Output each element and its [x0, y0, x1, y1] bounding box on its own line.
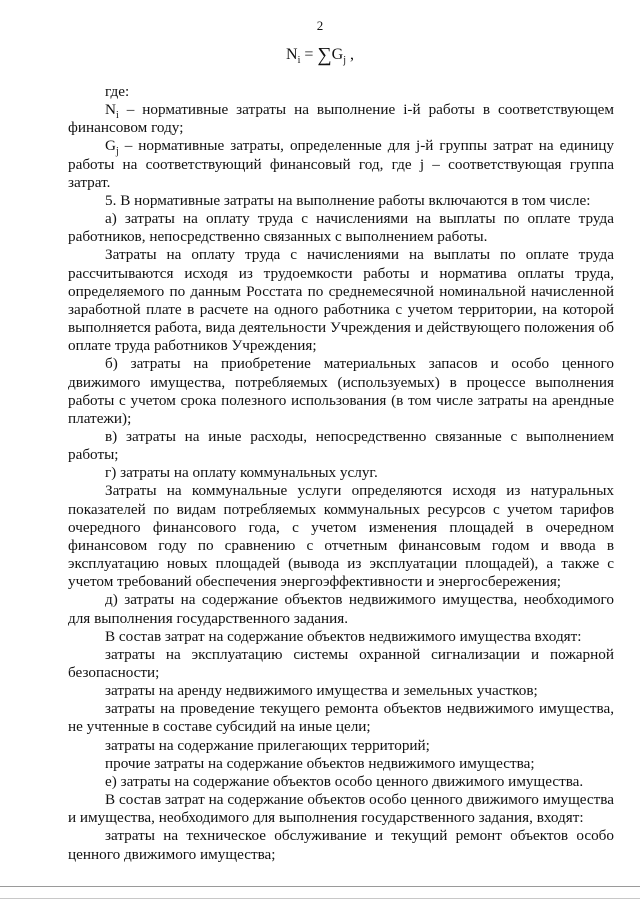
formula-sum-sign: ∑	[317, 44, 332, 66]
paragraph: е) затраты на содержание объектов особо ценного движимого имущества.	[105, 772, 584, 790]
paragraph: г) затраты на оплату коммунальных услуг.	[105, 464, 378, 482]
formula-equals: =	[300, 46, 318, 63]
paragraph: затраты на техническое обслуживание и текущий ремонт объектов особо ценного движимого имущества;	[68, 827, 614, 863]
definition-gj-text: – нормативные затраты, определенные для j-й группы затрат на единицу работы на соответствующий финансовый год, где j – соответствующая группа затрат.	[68, 137, 614, 191]
formula-lhs: N	[286, 46, 298, 63]
document-body	[68, 83, 614, 864]
formula-term-subscript: j	[343, 55, 346, 67]
paragraph: а) затраты на оплату труда с начислениями на выплаты по оплате труда работников, непосредственно связанных с выполнением работы.	[68, 210, 614, 246]
paragraph: затраты на проведение текущего ремонта объектов недвижимого имущества, не учтенные в составе субсидий на иные цели;	[68, 700, 614, 736]
paragraph: Затраты на коммунальные услуги определяются исходя из натуральных показателей по видам потребляемых коммунальных ресурсов с учетом тарифов очередного финансового года, с учетом изменения площадей в очередном финансовом году по сравнению с отчетным финансовым годом и ввода в эксплуатацию новых площадей (вывода из эксплуатации площадей), а также с учетом требований обеспечения энергоэффективности и энергосбережения;	[68, 482, 614, 591]
paragraph: б) затраты на приобретение материальных запасов и особо ценного движимого имущества, потребляемых (используемых) в процессе выполнения работы с учетом срока полезного использования (в том числе затраты на арендные платежи);	[68, 355, 614, 427]
paragraph: затраты на содержание прилегающих территорий;	[105, 736, 430, 754]
paragraph: В состав затрат на содержание объектов недвижимого имущества входят:	[105, 627, 582, 645]
paragraph: прочие затраты на содержание объектов недвижимого имущества;	[105, 754, 535, 772]
definition-ni-subscript: i	[115, 110, 119, 122]
page-number: 2	[316, 18, 324, 33]
definition-ni	[68, 101, 614, 137]
paragraph: д) затраты на содержание объектов недвижимого имущества, необходимого для выполнения государственного задания.	[68, 591, 614, 627]
paragraph: затраты на аренду недвижимого имущества и земельных участков;	[105, 682, 538, 700]
definition-gj	[68, 137, 614, 191]
definition-gj-subscript: j	[115, 146, 119, 158]
definition-ni-symbol: N	[105, 101, 116, 119]
formula	[0, 44, 640, 67]
paragraph: Затраты на оплату труда с начислениями на выплаты по оплате труда рассчитываются исходя из трудоемкости работы и норматива оплаты труда, определяемого по данным Росстата по среднемесячной номинальной начисленной заработной плате в расчете на одного работника с учетом территории, на которой выполняется работа, вида деятельности Учреждения и действующего положения об оплате труда работников Учреждения;	[68, 246, 614, 355]
scan-artifact-line	[0, 898, 640, 899]
paragraph: 5. В нормативные затраты на выполнение работы включаются в том числе:	[105, 191, 591, 209]
definition-ni-text: – нормативные затраты на выполнение i-й работы в соответствующем финансовом году;	[68, 101, 614, 137]
formula-tail: ,	[345, 46, 354, 63]
formula-term: G	[331, 46, 344, 63]
scan-artifact-line	[0, 886, 640, 887]
definition-gj-symbol: G	[105, 137, 116, 155]
formula-lhs-subscript: i	[297, 55, 301, 67]
paragraph: затраты на эксплуатацию системы охранной сигнализации и пожарной безопасности;	[68, 645, 614, 681]
paragraph: В состав затрат на содержание объектов особо ценного движимого имущества и имущества, необходимого для выполнения государственного задания, входят:	[68, 791, 614, 827]
where-label: где:	[105, 83, 130, 100]
paragraph: в) затраты на иные расходы, непосредственно связанные с выполнением работы;	[68, 427, 614, 464]
